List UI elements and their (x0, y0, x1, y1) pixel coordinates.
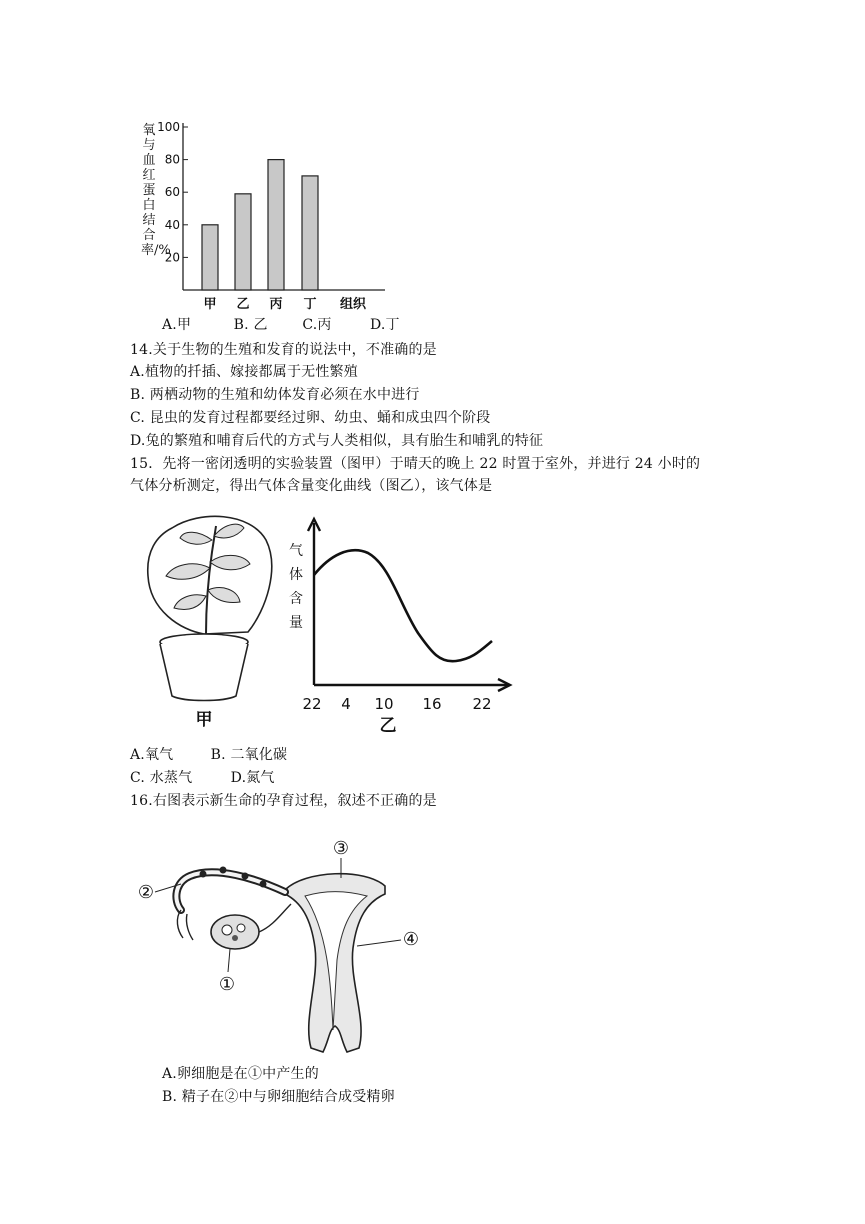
q13-option-a: A.甲 (162, 317, 192, 333)
q13-option-c: C.丙 (302, 317, 332, 333)
x-axis-label: 组织 (339, 297, 367, 312)
leaf (214, 524, 244, 538)
x-tick-label: 丁 (303, 297, 317, 312)
bar-1 (202, 225, 218, 290)
label-1: ① (218, 974, 236, 995)
x-tick-label: 22 (472, 695, 492, 713)
reproductive-system-figure (135, 830, 435, 1060)
leaf (180, 532, 212, 544)
gas-curve (314, 550, 492, 661)
line-chart-ylabel: 气体含量 (289, 543, 303, 631)
q15-option-a: A.氧气 (130, 747, 174, 763)
bar-chart-svg (135, 115, 395, 315)
x-tick-label: 10 (374, 695, 394, 713)
q14-stem: 14.关于生物的生殖和发育的说法中，不准确的是 (130, 342, 437, 358)
pot-body (160, 644, 248, 701)
figure-jia-label: 甲 (195, 710, 213, 730)
q15-options-row2 (130, 767, 275, 787)
x-axis-label: 乙 (379, 716, 397, 736)
label-3: ③ (332, 838, 350, 859)
y-tick-label: 100 (157, 120, 180, 134)
bar-4 (302, 176, 318, 290)
x-tick-label: 丙 (269, 297, 283, 312)
q13-option-d: D.丁 (369, 317, 400, 333)
q16-stem: 16.右图表示新生命的孕育过程，叙述不正确的是 (130, 793, 437, 809)
bar-chart-ylabel: 氧与血红蛋白结合率/% (141, 123, 171, 258)
x-tick-label: 22 (302, 695, 322, 713)
oviduct (176, 872, 285, 910)
x-tick-label: 乙 (236, 297, 250, 312)
q14-option-c: C. 昆虫的发育过程都要经过卵、幼虫、蛹和成虫四个阶段 (130, 410, 491, 426)
x-tick-label: 16 (422, 695, 442, 713)
q13-options (162, 314, 400, 334)
y-tick-label: 80 (164, 152, 180, 167)
q15-options-row1 (130, 744, 287, 764)
q15-stem-line1: 15．先将一密闭透明的实验装置（图甲）于晴天的晚上 22 时置于室外，并进行 24 小时的 (130, 456, 701, 472)
ovarian-ligament (259, 904, 291, 932)
label-2: ② (137, 882, 155, 903)
x-tick-label: 4 (341, 695, 351, 713)
gas-line-chart (280, 515, 520, 740)
bar-3 (268, 160, 284, 290)
q14-option-d: D.兔的繁殖和哺育后代的方式与人类相似，具有胎生和哺乳的特征 (130, 433, 544, 449)
reproductive-system-svg (135, 830, 435, 1060)
label-4: ④ (402, 929, 420, 950)
line-chart-svg (280, 515, 520, 740)
leaf (174, 595, 206, 610)
leaf (208, 588, 240, 603)
bar-2 (235, 194, 251, 290)
q15-option-c: C. 水蒸气 (130, 770, 193, 786)
plant-apparatus-figure (140, 510, 280, 735)
plant-apparatus-svg (140, 510, 280, 735)
y-tick-label: 40 (164, 217, 180, 232)
q15-option-d: D.氮气 (230, 770, 275, 786)
y-tick-label: 20 (164, 250, 180, 265)
q14-option-b: B. 两栖动物的生殖和幼体发育必须在水中进行 (130, 387, 420, 403)
x-tick-label: 甲 (203, 297, 217, 312)
leaf (210, 555, 250, 569)
fimbriae (177, 910, 193, 940)
y-tick-label: 60 (164, 185, 180, 200)
q15-stem-line2: 气体分析测定，得出气体含量变化曲线（图乙），该气体是 (130, 478, 493, 494)
ovary (211, 915, 259, 949)
bar-chart (135, 115, 395, 315)
q16-option-a: A.卵细胞是在①中产生的 (162, 1066, 319, 1082)
leaf (166, 564, 210, 579)
q15-option-b: B. 二氧化碳 (210, 747, 288, 763)
q13-option-b: B. 乙 (233, 317, 268, 333)
q16-option-b: B. 精子在②中与卵细胞结合成受精卵 (162, 1089, 395, 1105)
q14-option-a: A.植物的扦插、嫁接都属于无性繁殖 (130, 364, 358, 380)
